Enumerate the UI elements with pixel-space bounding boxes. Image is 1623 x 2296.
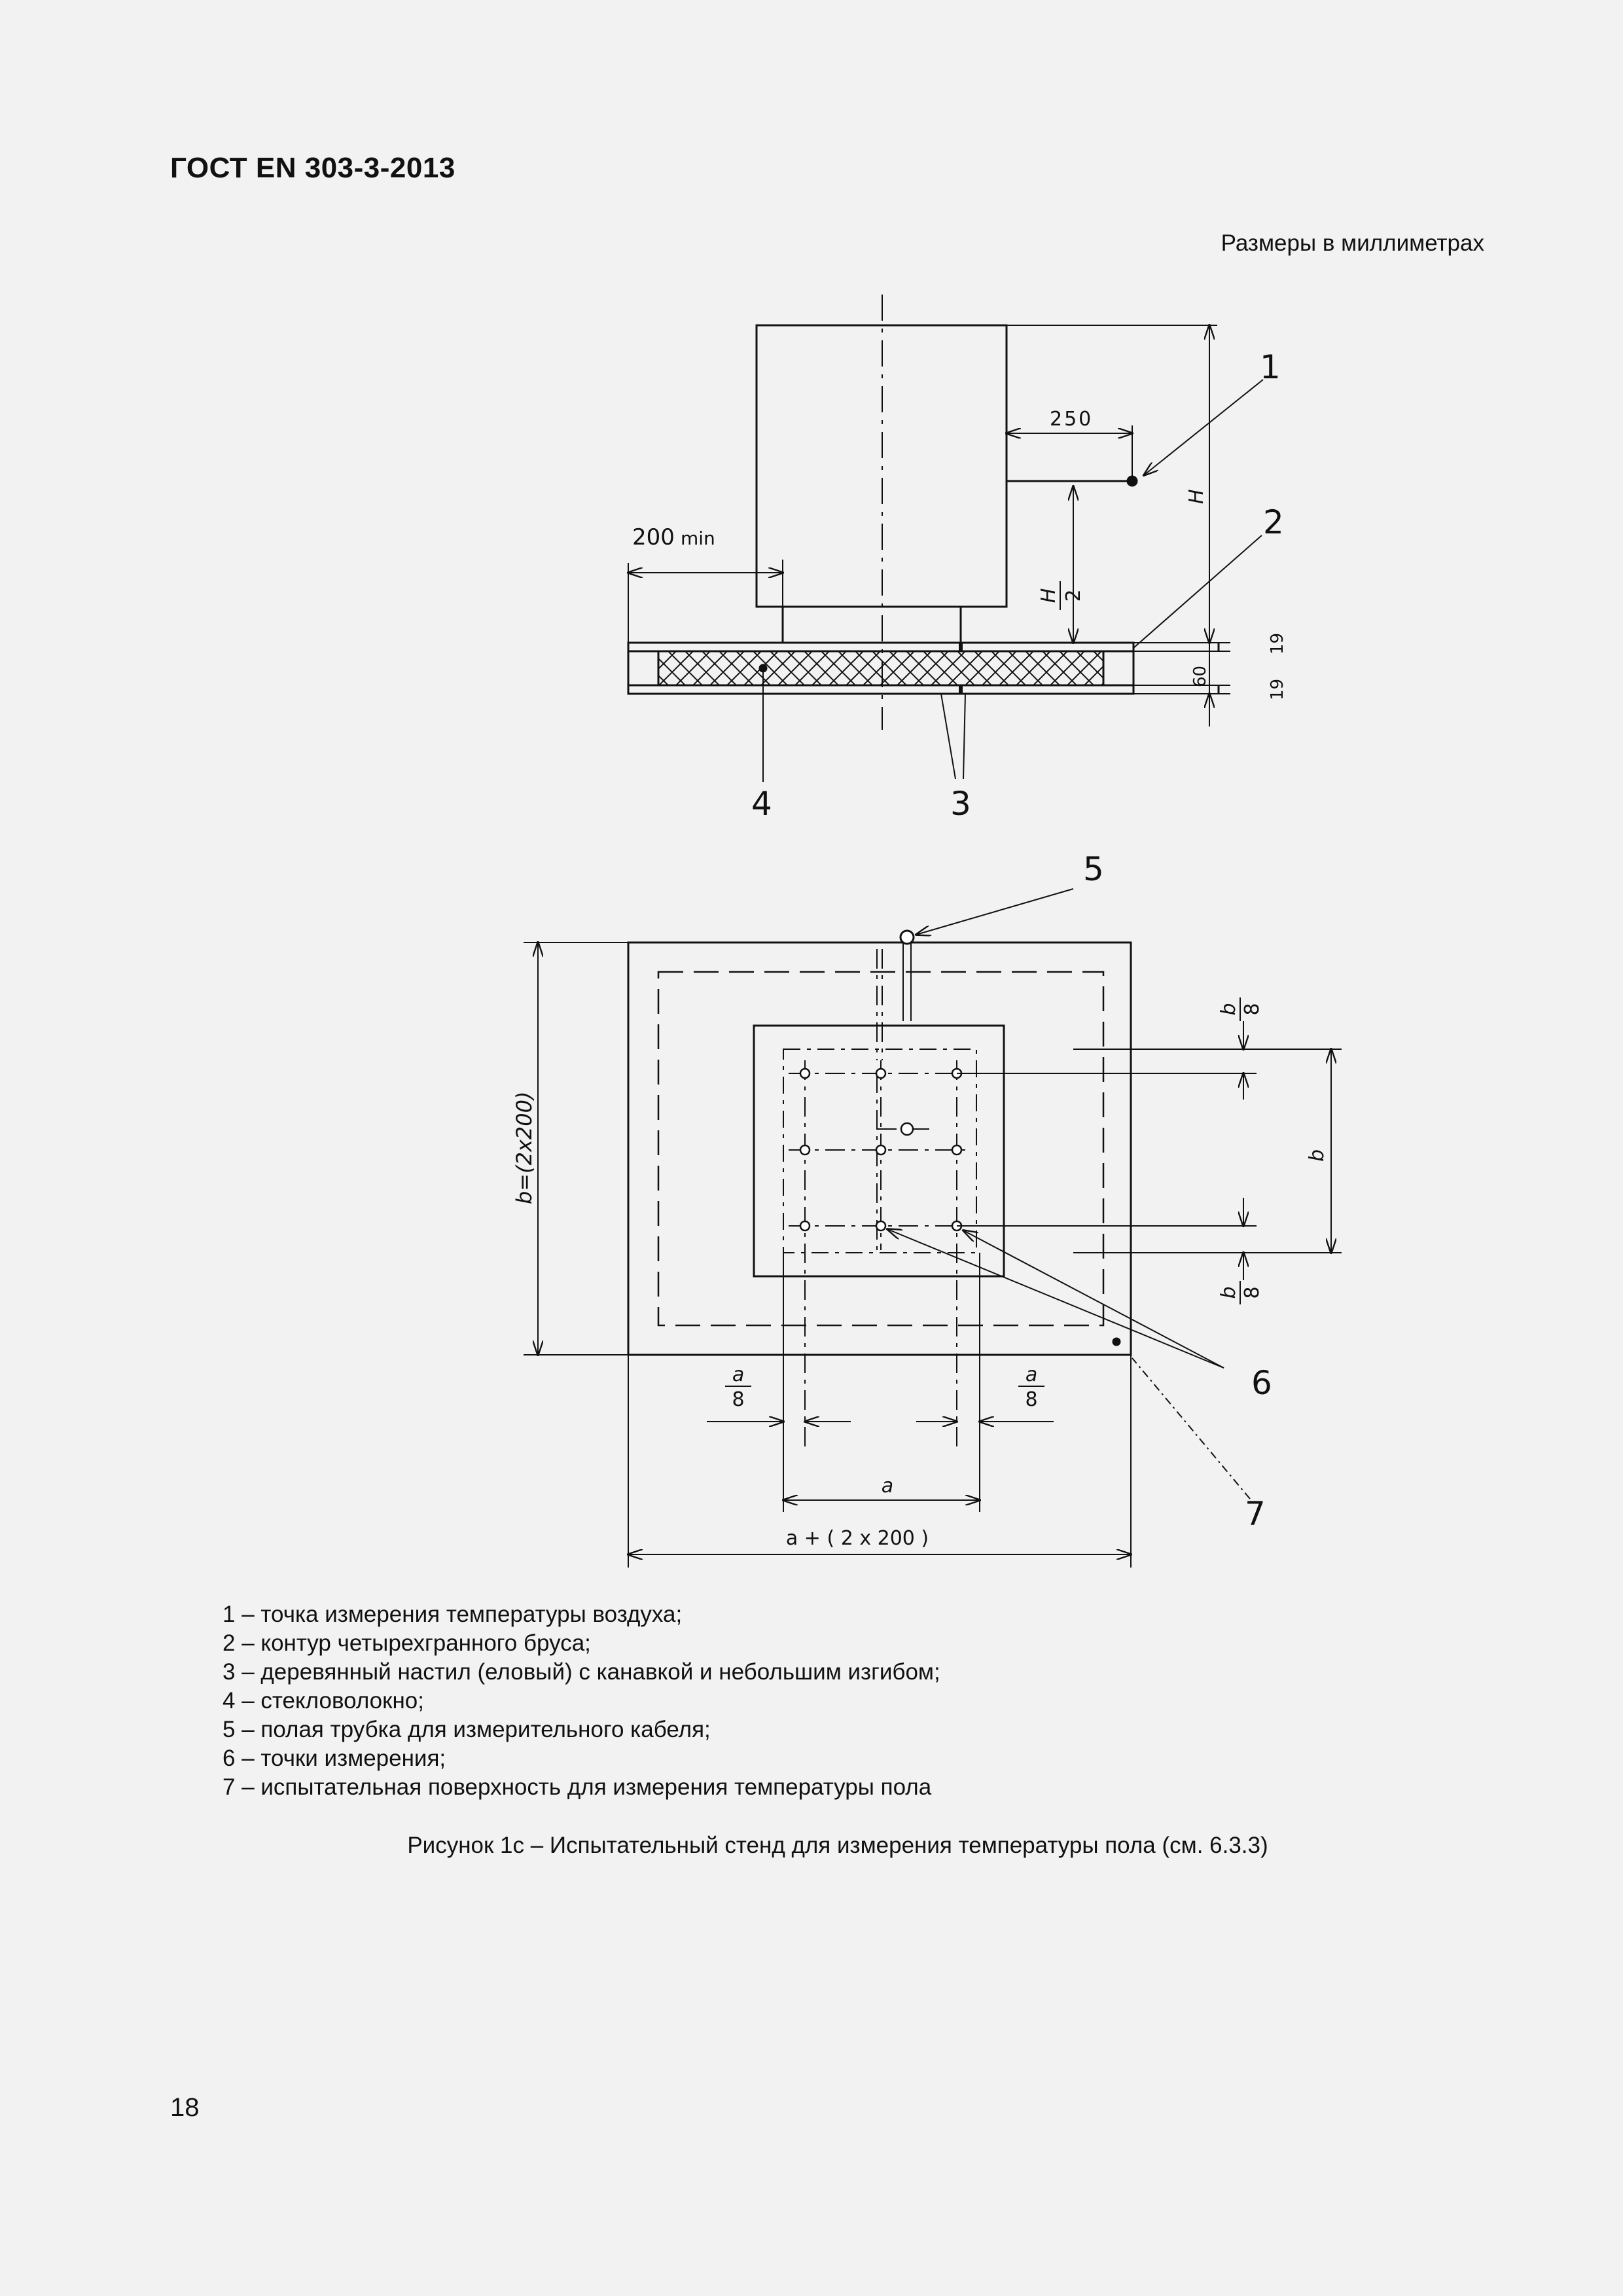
callout-7: 7 [1245, 1495, 1266, 1533]
measurement-point [876, 1221, 885, 1230]
air-measurement-point [1128, 476, 1137, 486]
measurement-point [952, 1145, 961, 1155]
dim-250: 250 [1050, 408, 1094, 431]
legend-item: 4 – стекловолокно; [223, 1688, 424, 1713]
side-view [628, 295, 1287, 823]
measurement-point [800, 1069, 810, 1078]
fiberglass-layer [658, 651, 1103, 685]
dim-b8-top-den: 8 [1241, 1003, 1264, 1016]
legend-item: 7 – испытательная поверхность для измерения температуры пола [223, 1774, 932, 1800]
dim-a8-left-den: 8 [732, 1388, 745, 1411]
callout-2: 2 [1263, 503, 1284, 541]
legend-item: 5 – полая трубка для измерительного кабеля; [223, 1717, 711, 1742]
callout-3: 3 [950, 785, 971, 823]
measurement-point [876, 1145, 885, 1155]
measurement-point [800, 1221, 810, 1230]
measurement-point [800, 1145, 810, 1155]
dim-b-total: b=(2x200) [512, 1091, 537, 1204]
dim-19-bottom: 19 [1268, 678, 1287, 700]
dim-a-total: a + ( 2 x 200 ) [785, 1527, 929, 1550]
dim-a8-right-den: 8 [1025, 1388, 1038, 1411]
legend [223, 1600, 940, 1802]
cable-tube [901, 931, 914, 944]
support-block [783, 607, 961, 643]
dim-a8-right-num: a [1025, 1363, 1038, 1386]
dim-b8-bottom-num: b [1217, 1286, 1240, 1299]
dim-a: a [881, 1475, 894, 1498]
legend-item: 2 – контур четырехгранного бруса; [223, 1630, 591, 1656]
dim-height: H [1185, 489, 1208, 504]
callout-1: 1 [1260, 348, 1281, 386]
callout-4: 4 [751, 785, 772, 823]
dim-b8-bottom-den: 8 [1241, 1286, 1264, 1299]
dim-b: b [1306, 1149, 1329, 1162]
dim-19-top: 19 [1268, 632, 1287, 655]
dim-200min-number: 200 [632, 524, 675, 550]
legend-item: 3 – деревянный настил (еловый) с канавкой и небольшим изгибом; [223, 1659, 940, 1685]
document-header: ГОСТ EN 303-3-2013 [170, 152, 455, 184]
plan-view [512, 850, 1342, 1568]
figure-caption: Рисунок 1с – Испытательный стенд для измерения температуры пола (см. 6.3.3) [407, 1833, 1268, 1858]
dim-a8-left-num: a [732, 1363, 745, 1386]
center-point [901, 1123, 913, 1135]
callout-6: 6 [1251, 1364, 1272, 1402]
measurement-point [876, 1069, 885, 1078]
callout-5: 5 [1083, 850, 1104, 888]
dim-half-height-den: 2 [1062, 589, 1085, 602]
dim-half-height-num: H [1037, 588, 1060, 603]
dim-60: 60 [1190, 665, 1210, 687]
page-number: 18 [170, 2093, 200, 2122]
units-note: Размеры в миллиметрах [1221, 230, 1484, 256]
dim-b8-top-num: b [1217, 1003, 1240, 1016]
legend-item: 1 – точка измерения температуры воздуха; [223, 1602, 683, 1627]
legend-item: 6 – точки измерения; [223, 1746, 446, 1771]
dim-200min-suffix: min [681, 528, 715, 549]
